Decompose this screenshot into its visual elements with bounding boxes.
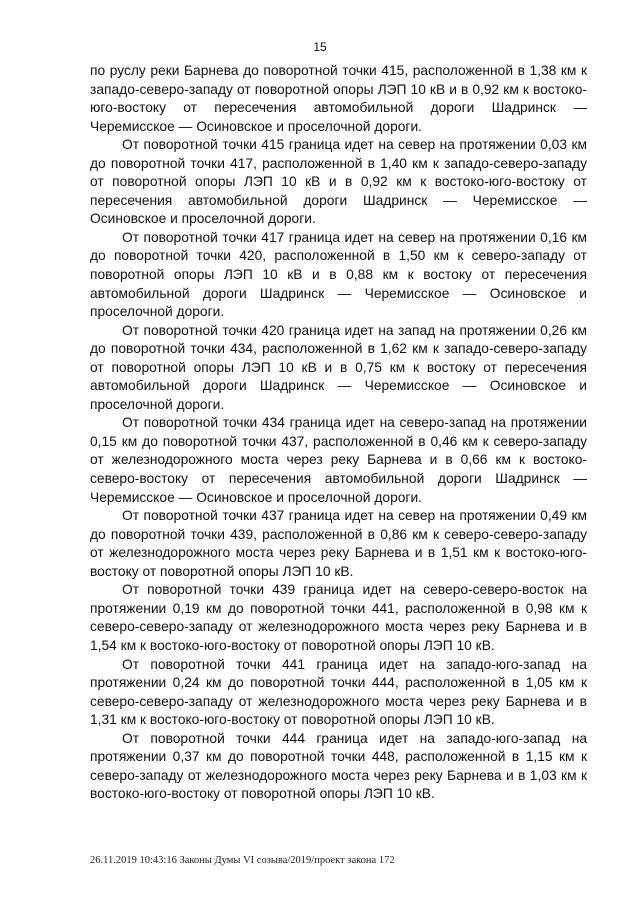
document-body — [90, 62, 587, 804]
paragraph-point-444: От поворотной точки 444 граница идет на западо-юго-запад на протяжении 0,37 км до поворотной точки 448, расположенной в 1,15 км к северо-западу от железнодорожного моста через реку Барнева и в 1,03 км к востоко-юго-востоку от поворотной опоры ЛЭП 10 кВ. — [90, 730, 587, 802]
document-footer: 26.11.2019 10:43:16 Законы Думы VI созыва/2019/проект закона 172 — [90, 855, 395, 866]
paragraph-point-434: От поворотной точки 434 граница идет на северо-запад на протяжении 0,15 км до поворотной точки 437, расположенной в 0,46 км к северо-западу от железнодорожного моста через реку Барнева и в 0,66 км к востоко-северо-востоку от пересечения автомобильной дороги Шадринск — Черемисское — Осиновское и проселочной дороги. — [90, 415, 587, 505]
page-number: 15 — [313, 40, 327, 54]
paragraph-point-420: От поворотной точки 420 граница идет на запад на протяжении 0,26 км до поворотной точки 434, расположенной в 1,62 км к западо-северо-западу от поворотной опоры ЛЭП 10 кВ и в 0,75 км к востоку от пересечения автомобильной дороги Шадринск — Черемисское — Осиновское и проселочной дороги. — [90, 322, 587, 412]
paragraph-point-437: От поворотной точки 437 граница идет на север на протяжении 0,49 км до поворотной точки 439, расположенной в 0,86 км к северо-северо-западу от железнодорожного моста через реку Барнева и в 1,51 км к востоко-юго-востоку от поворотной опоры ЛЭП 10 кВ. — [90, 508, 587, 579]
paragraph-point-415: От поворотной точки 415 граница идет на север на протяжении 0,03 км до поворотной точки 417, расположенной в 1,40 км к западо-северо-западу от поворотной опоры ЛЭП 10 кВ и в 0,92 км к востоко-юго-востоку от пересечения автомобильной дороги Шадринск — Черемисское — Осиновское и проселочной дороги. — [90, 137, 587, 227]
paragraph-point-417: От поворотной точки 417 граница идет на север на протяжении 0,16 км до поворотной точки 420, расположенной в 1,50 км к северо-западу от поворотной опоры ЛЭП 10 кВ и в 0,88 км к востоку от пересечения автомобильной дороги Шадринск — Черемисское — Осиновское и проселочной дороги. — [90, 229, 587, 320]
paragraph-continuation: по руслу реки Барнева до поворотной точки 415, расположенной в 1,38 км к западо-северо-западу от поворотной опоры ЛЭП 10 кВ и в 0,92 км к востоко-юго-востоку от пересечения автомобильной дороги Шадринск — Черемисское — Осиновское и проселочной дороги. — [90, 63, 587, 134]
paragraph-point-439: От поворотной точки 439 граница идет на северо-северо-восток на протяжении 0,19 км до поворотной точки 441, расположенной в 0,98 км к северо-северо-западу от железнодорожного моста через реку Барнева и в 1,54 км к востоко-юго-востоку от поворотной опоры ЛЭП 10 кВ. — [90, 582, 587, 653]
paragraph-point-441: От поворотной точки 441 граница идет на западо-юго-запад на протяжении 0,24 км до поворотной точки 444, расположенной в 1,05 км к северо-северо-западу от железнодорожного моста через реку Барнева и в 1,31 км к востоко-юго-востоку от поворотной опоры ЛЭП 10 кВ. — [90, 656, 587, 728]
